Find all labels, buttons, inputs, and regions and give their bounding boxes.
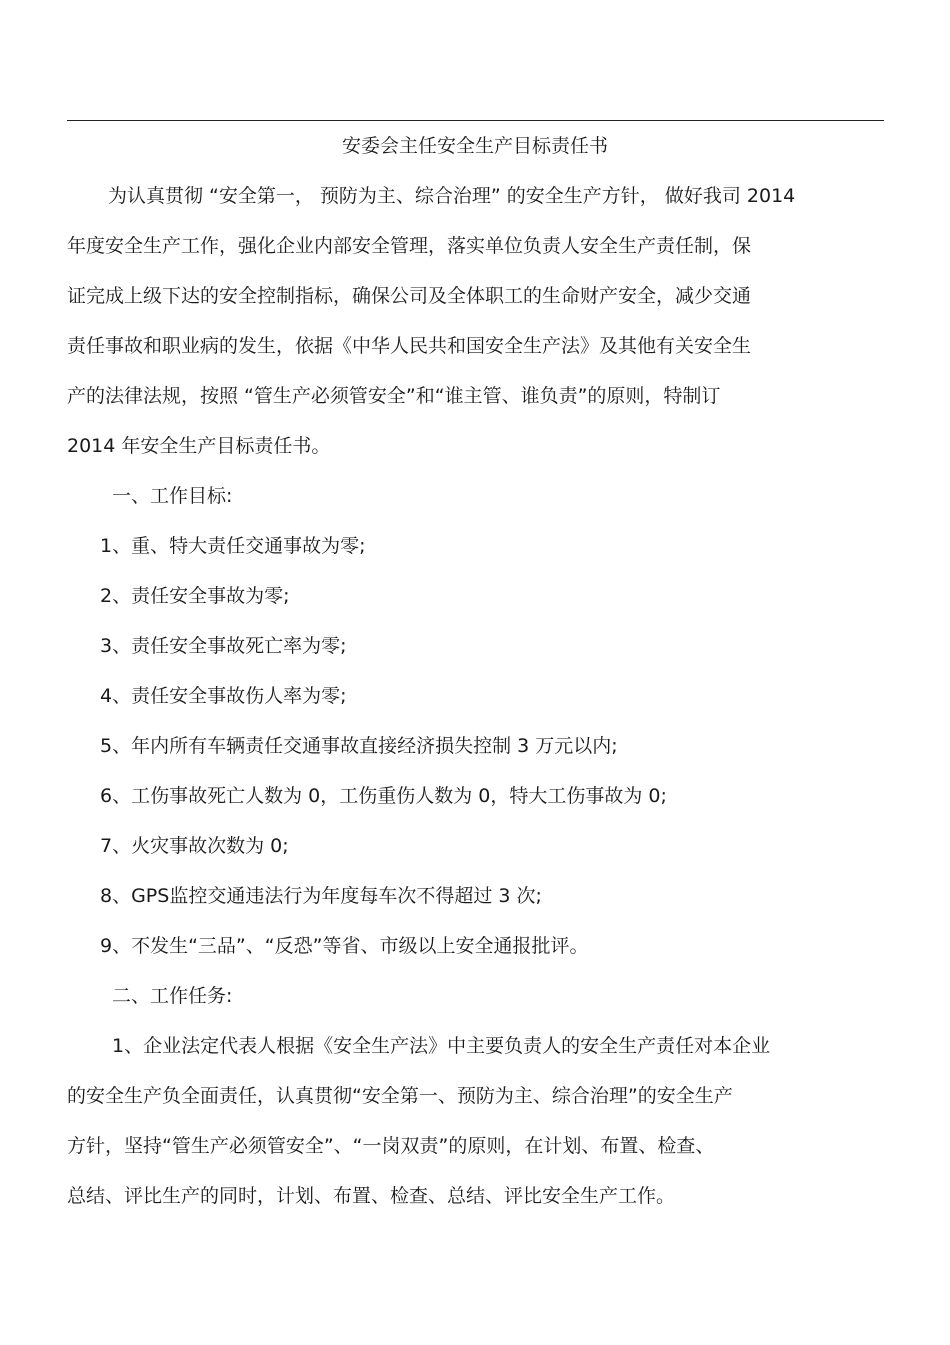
header-rule <box>67 120 884 121</box>
list-item: 2、责任安全事故为零; <box>100 585 290 607</box>
task-line: 1、企业法定代表人根据《安全生产法》中主要负责人的安全生产责任对本企业 <box>112 1035 771 1057</box>
document-title: 安委会主任安全生产目标责任书 <box>341 135 608 157</box>
section-heading-goals: 一、工作目标: <box>112 485 233 507</box>
section-heading-tasks: 二、工作任务: <box>112 985 233 1007</box>
list-item: 3、责任安全事故死亡率为零; <box>100 635 347 657</box>
list-item: 9、不发生“三品”、“反恐”等省、市级以上安全通报批评。 <box>100 935 589 957</box>
list-item: 8、GPS监控交通违法行为年度每车次不得超过 3 次; <box>100 885 542 907</box>
intro-line: 产的法律法规，按照 “管生产必须管安全”和“谁主管、谁负责”的原则，特制订 <box>67 385 721 407</box>
list-item: 7、火灾事故次数为 0; <box>100 835 289 857</box>
intro-line: 为认真贯彻 “安全第一， 预防为主、综合治理” 的安全生产方针， 做好我司 2014 <box>108 185 796 207</box>
list-item: 6、工伤事故死亡人数为 0，工伤重伤人数为 0，特大工伤事故为 0; <box>100 785 667 807</box>
task-line: 方针，坚持“管生产必须管安全”、“一岗双责”的原则，在计划、布置、检查、 <box>67 1135 715 1157</box>
list-item: 1、重、特大责任交通事故为零; <box>100 535 366 557</box>
intro-line: 年度安全生产工作，强化企业内部安全管理，落实单位负责人安全生产责任制，保 <box>67 235 752 257</box>
task-line: 的安全生产负全面责任，认真贯彻“安全第一、预防为主、综合治理”的安全生产 <box>67 1085 733 1107</box>
intro-line: 证完成上级下达的安全控制指标，确保公司及全体职工的生命财产安全，减少交通 <box>67 285 752 307</box>
list-item: 4、责任安全事故伤人率为零; <box>100 685 347 707</box>
task-line: 总结、评比生产的同时，计划、布置、检查、总结、评比安全生产工作。 <box>67 1185 676 1207</box>
intro-line: 责任事故和职业病的发生，依据《中华人民共和国安全生产法》及其他有关安全生 <box>67 335 752 357</box>
intro-line: 2014 年安全生产目标责任书。 <box>67 435 331 457</box>
list-item: 5、年内所有车辆责任交通事故直接经济损失控制 3 万元以内; <box>100 735 618 757</box>
